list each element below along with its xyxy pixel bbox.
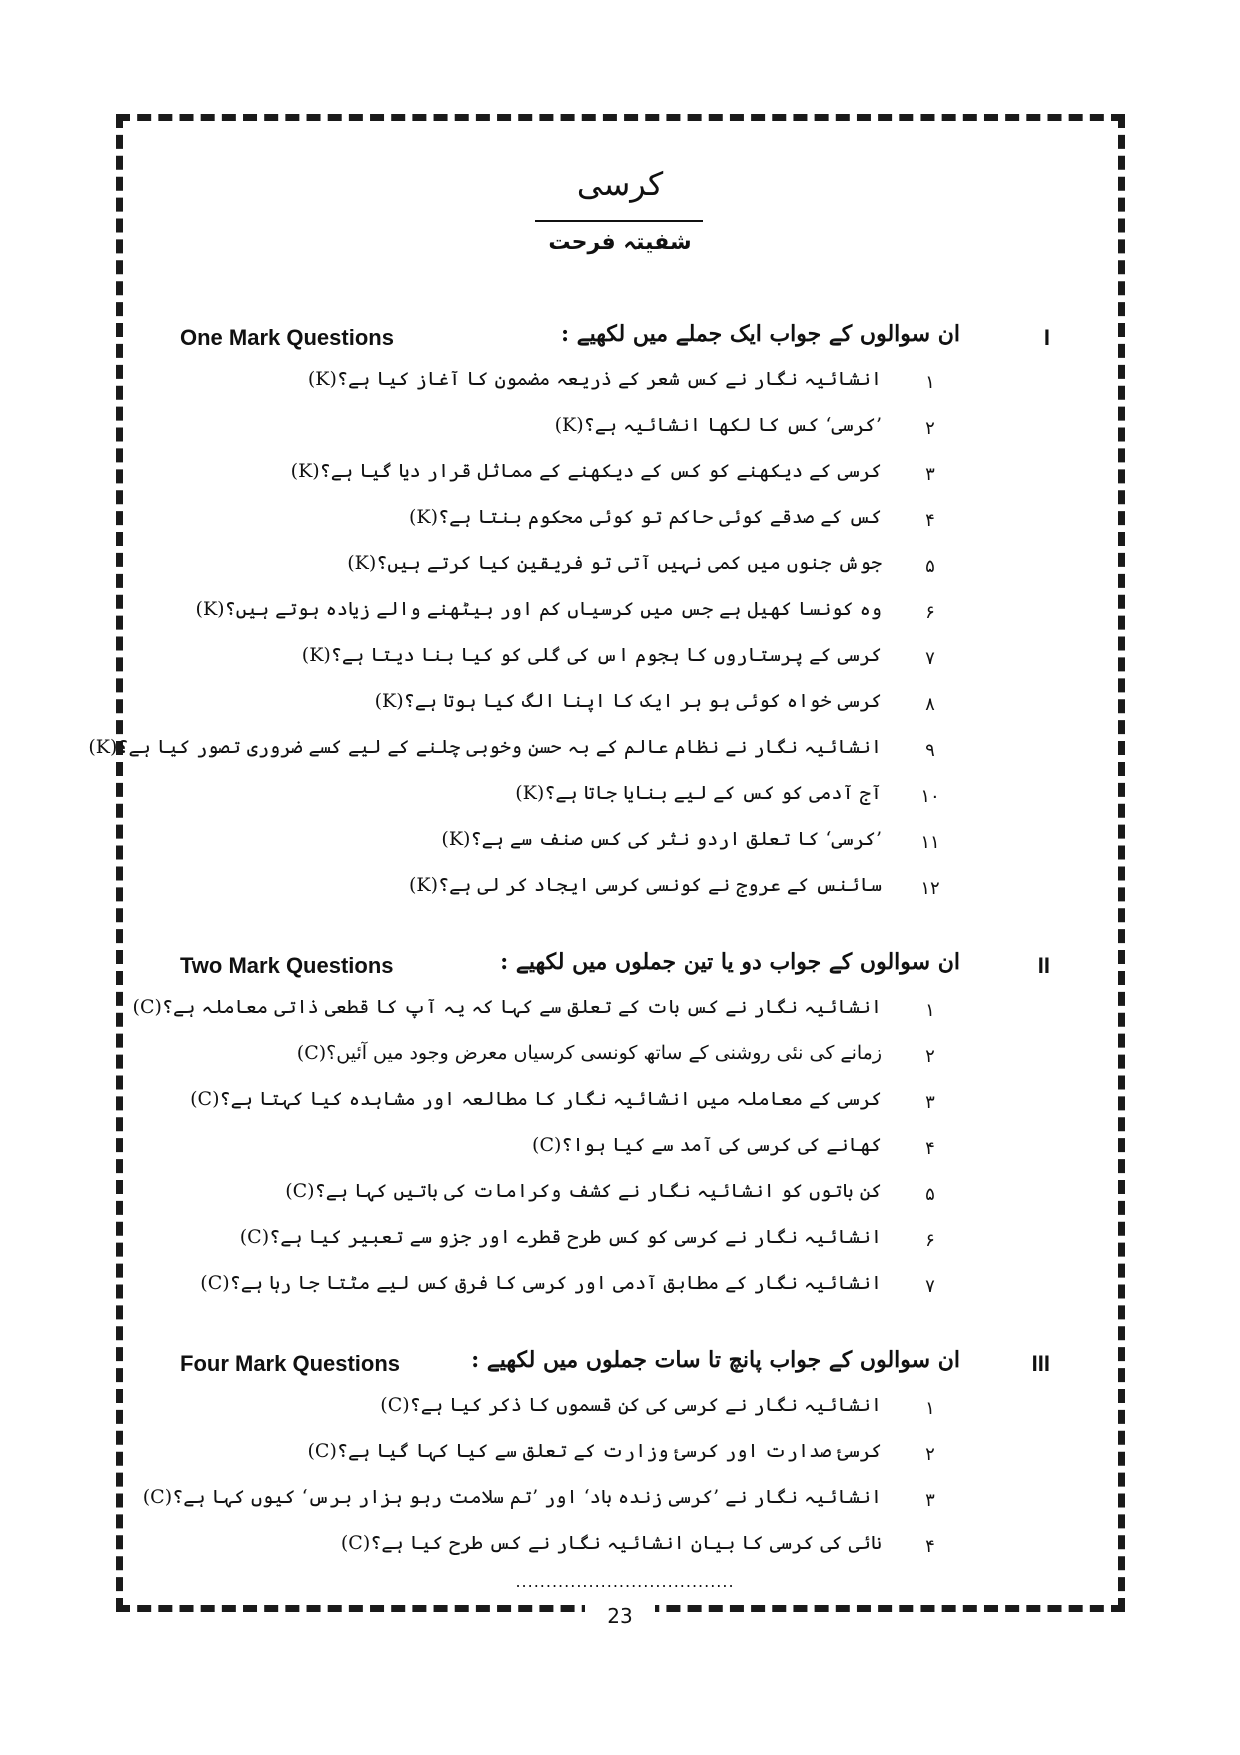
page-number-wrap — [0, 1604, 1240, 1628]
question-row — [239, 1226, 950, 1266]
question-row — [195, 598, 950, 638]
question-row — [300, 828, 950, 868]
question-text: انشائیہ نگار نے کرسی کی کن قسموں کا ذکر کیا ہے؟(C) — [380, 1394, 882, 1416]
question-number: ۱۲ — [920, 878, 940, 899]
section-roman-numeral: I — [1043, 325, 1050, 350]
title-underline — [535, 220, 703, 222]
question-row — [300, 552, 950, 592]
question-text: ’کرسی‘ کس کا لکھا انشائیہ ہے؟(K) — [554, 414, 882, 436]
question-row — [300, 414, 950, 454]
section-english-heading: One Mark Questions — [180, 325, 394, 350]
question-text: جوش جنوں میں کمی نہیں آتی تو فریقین کیا کرتے ہیں؟(K) — [347, 552, 882, 574]
page-number: 23 — [585, 1604, 654, 1628]
question-number: ۷ — [925, 648, 935, 669]
question-row — [300, 506, 950, 546]
question-row — [300, 644, 950, 684]
question-number: ۲ — [925, 418, 935, 439]
question-row — [142, 1486, 950, 1526]
question-row — [300, 1394, 950, 1434]
question-row — [296, 1042, 950, 1082]
question-number: ۱۱ — [920, 832, 940, 853]
question-number: ۷ — [925, 1276, 935, 1297]
question-text: کن باتوں کو انشائیہ نگار نے کشف وکرامات کی باتیں کہا ہے؟(C) — [285, 1180, 882, 1202]
question-row — [300, 1532, 950, 1572]
question-row — [132, 996, 950, 1036]
question-text: انشائیہ نگار نے نظام عالم کے بہ حسن وخوبی چلنے کے لیے کسے ضروری تصور کیا ہے؟(K) — [88, 736, 882, 758]
question-number: ۳ — [925, 1092, 935, 1113]
question-text: کرسی خواہ کوئی ہو ہر ایک کا اپنا الگ کیا ہوتا ہے؟(K) — [374, 690, 882, 712]
question-row — [300, 690, 950, 730]
question-text: کرسئ صدارت اور کرسئ وزارت کے تعلق سے کیا کہا گیا ہے؟(C) — [307, 1440, 882, 1462]
question-number: ۱ — [925, 372, 935, 393]
author-name: شفیتہ فرحت — [548, 230, 692, 255]
question-number: ۲ — [925, 1444, 935, 1465]
question-number: ۵ — [925, 556, 935, 577]
section-english-heading: Two Mark Questions — [180, 953, 394, 978]
question-row — [290, 460, 950, 500]
question-number: ۴ — [925, 510, 935, 531]
page-title: کرسی — [576, 165, 664, 203]
question-number: ۲ — [925, 1046, 935, 1067]
section-english-heading: Four Mark Questions — [180, 1351, 401, 1376]
question-row — [190, 1088, 950, 1128]
question-text: وہ کونسا کھیل ہے جس میں کرسیاں کم اور بیٹھنے والے زیادہ ہوتے ہیں؟(K) — [195, 598, 882, 620]
question-row — [300, 782, 950, 822]
question-text: کرسی کے معاملہ میں انشائیہ نگار کا مطالعہ اور مشاہدہ کیا کہتا ہے؟(C) — [190, 1088, 882, 1110]
question-number: ۶ — [925, 602, 935, 623]
section-header-2 — [180, 949, 1050, 989]
question-number: ۳ — [925, 1490, 935, 1511]
question-row — [285, 1180, 950, 1220]
section-header-3 — [180, 1347, 1050, 1387]
section-urdu-heading: ان سوالوں کے جواب پانچ تا سات جملوں میں لکھیے : — [471, 1347, 960, 1373]
question-number: ۴ — [925, 1536, 935, 1557]
question-text: کرسی کے پرستاروں کا ہجوم اس کی گلی کو کیا بنا دیتا ہے؟(K) — [301, 644, 882, 666]
question-text: انشائیہ نگار نے کس شعر کے ذریعہ مضمون کا آغاز کیا ہے؟(K) — [307, 368, 882, 390]
question-number: ۱ — [925, 1000, 935, 1021]
question-text: کھانے کی کرسی کی آمد سے کیا ہوا؟(C) — [532, 1134, 882, 1156]
question-text: زمانے کی نئی روشنی کے ساتھ کونسی کرسیاں معرض وجود میں آئیں؟(C) — [296, 1042, 882, 1064]
question-text: انشائیہ نگار کے مطابق آدمی اور کرسی کا فرق کس لیے مٹتا جا رہا ہے؟(C) — [200, 1272, 882, 1294]
question-number: ۳ — [925, 464, 935, 485]
question-row — [300, 1440, 950, 1480]
question-text: ’کرسی‘ کا تعلق اردو نثر کی کس صنف سے ہے؟(K) — [441, 828, 882, 850]
question-text: انشائیہ نگار نے کس بات کے تعلق سے کہا کہ یہ آپ کا قطعی ذاتی معاملہ ہے؟(C) — [132, 996, 882, 1018]
question-number: ۶ — [925, 1230, 935, 1251]
question-text: کرسی کے دیکھنے کو کس کے دیکھنے کے مماثل قرار دیا گیا ہے؟(K) — [290, 460, 882, 482]
section-urdu-heading: ان سوالوں کے جواب دو یا تین جملوں میں لکھیے : — [500, 949, 960, 975]
section-header-1 — [180, 321, 1050, 361]
question-text: آج آدمی کو کس کے لیے بنایا جاتا ہے؟(K) — [515, 782, 882, 804]
question-number: ۱۰ — [920, 786, 940, 807]
question-number: ۴ — [925, 1138, 935, 1159]
question-text: سائنس کے عروج نے کونسی کرسی ایجاد کر لی ہے؟(K) — [408, 874, 882, 896]
question-text: نائی کی کرسی کا بیان انشائیہ نگار نے کس طرح کیا ہے؟(C) — [340, 1532, 882, 1554]
question-row — [300, 874, 950, 914]
question-text: انشائیہ نگار نے کرسی کو کس طرح قطرے اور جزو سے تعبیر کیا ہے؟(C) — [239, 1226, 882, 1248]
question-number: ۸ — [925, 694, 935, 715]
question-number: ۹ — [925, 740, 935, 761]
question-row — [300, 368, 950, 408]
question-text: کس کے صدقے کوئی حاکم تو کوئی محکوم بنتا ہے؟(K) — [408, 506, 882, 528]
question-text: انشائیہ نگار نے ’کرسی زندہ باد‘ اور ’تم سلامت رہو ہزار برس‘ کیوں کہا ہے؟(C) — [142, 1486, 882, 1508]
section-urdu-heading: ان سوالوں کے جواب ایک جملے میں لکھیے : — [560, 321, 960, 347]
question-row — [200, 1272, 950, 1312]
question-number: ۵ — [925, 1184, 935, 1205]
question-row — [300, 1134, 950, 1174]
question-number: ۱ — [925, 1398, 935, 1419]
question-row — [88, 736, 950, 776]
closing-dots: .................................... — [515, 1572, 735, 1591]
section-roman-numeral: II — [1037, 953, 1050, 978]
section-roman-numeral: III — [1031, 1351, 1050, 1376]
